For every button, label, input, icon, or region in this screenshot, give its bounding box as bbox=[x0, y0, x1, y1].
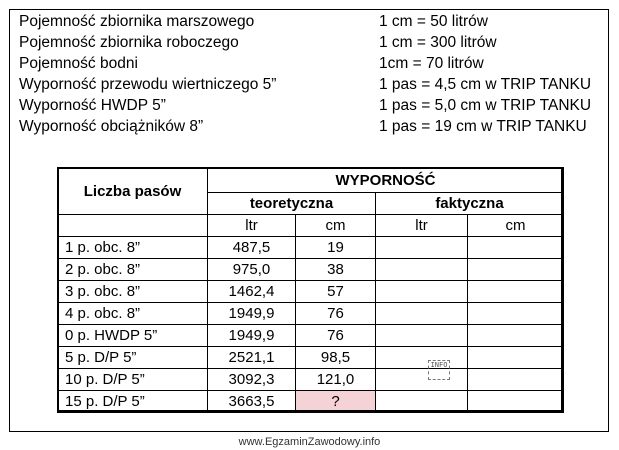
actual-cm-cell bbox=[468, 237, 564, 259]
spec-value: 1 pas = 19 cm w TRIP TANKU bbox=[379, 118, 587, 135]
actual-cm-cell bbox=[468, 347, 564, 369]
table-row bbox=[58, 259, 564, 281]
table-row bbox=[58, 369, 564, 391]
actual-cm-cell bbox=[468, 369, 564, 391]
theoretical-ltr-cell: 2521,1 bbox=[208, 347, 296, 369]
actual-ltr-cell bbox=[376, 237, 468, 259]
theoretical-cm-cell: 98,5 bbox=[296, 347, 376, 369]
theoretical-ltr-cell: 1949,9 bbox=[208, 325, 296, 347]
actual-ltr-cell bbox=[376, 281, 468, 303]
spec-row bbox=[19, 116, 609, 137]
actual-cm-cell bbox=[468, 391, 564, 413]
header-number-of-joints: Liczba pasów bbox=[58, 168, 208, 215]
spec-label: Wyporność przewodu wiertniczego 5” bbox=[19, 76, 277, 93]
spec-value: 1 pas = 5,0 cm w TRIP TANKU bbox=[379, 97, 592, 114]
actual-ltr-cell bbox=[376, 325, 468, 347]
row-label: 0 p. HWDP 5” bbox=[58, 325, 208, 347]
row-label: 10 p. D/P 5” bbox=[58, 369, 208, 391]
actual-ltr-cell bbox=[376, 347, 468, 369]
theoretical-ltr-cell: 975,0 bbox=[208, 259, 296, 281]
displacement-table bbox=[57, 167, 564, 413]
unit-header-ltr: ltr bbox=[208, 215, 296, 237]
actual-ltr-cell bbox=[376, 303, 468, 325]
header-blank-cell bbox=[58, 215, 208, 237]
header-theoretical: teoretyczna bbox=[208, 193, 376, 215]
theoretical-cm-cell: 57 bbox=[296, 281, 376, 303]
spec-row bbox=[19, 74, 609, 95]
row-label: 15 p. D/P 5” bbox=[58, 391, 208, 413]
theoretical-ltr-cell: 1462,4 bbox=[208, 281, 296, 303]
unit-header-ltr: ltr bbox=[376, 215, 468, 237]
actual-cm-cell bbox=[468, 281, 564, 303]
theoretical-ltr-cell: 3092,3 bbox=[208, 369, 296, 391]
spec-label: Pojemność bodni bbox=[19, 55, 138, 72]
table-row bbox=[58, 391, 564, 413]
capacity-spec-list bbox=[19, 11, 609, 137]
theoretical-cm-cell: 19 bbox=[296, 237, 376, 259]
stamp-text: INFO bbox=[430, 361, 448, 369]
theoretical-ltr-cell: 3663,5 bbox=[208, 391, 296, 413]
actual-ltr-cell bbox=[376, 369, 468, 391]
row-label: 4 p. obc. 8” bbox=[58, 303, 208, 325]
unknown-value-cell: ? bbox=[296, 391, 376, 413]
theoretical-ltr-cell: 1949,9 bbox=[208, 303, 296, 325]
spec-value: 1 cm = 50 litrów bbox=[379, 13, 488, 30]
spec-label: Pojemność zbiornika roboczego bbox=[19, 34, 239, 51]
actual-cm-cell bbox=[468, 303, 564, 325]
spec-value: 1cm = 70 litrów bbox=[379, 55, 484, 72]
footer-url: www.EgzaminZawodowy.info bbox=[238, 436, 381, 448]
table-row bbox=[58, 325, 564, 347]
row-label: 5 p. D/P 5” bbox=[58, 347, 208, 369]
header-displacement: WYPORNOŚĆ bbox=[208, 168, 564, 193]
table-row bbox=[58, 303, 564, 325]
spec-value: 1 pas = 4,5 cm w TRIP TANKU bbox=[379, 76, 592, 93]
row-label: 1 p. obc. 8” bbox=[58, 237, 208, 259]
spec-label: Wyporność HWDP 5” bbox=[19, 97, 166, 114]
row-label: 2 p. obc. 8” bbox=[58, 259, 208, 281]
spec-label: Wyporność obciążników 8” bbox=[19, 118, 204, 135]
table-row bbox=[58, 237, 564, 259]
actual-cm-cell bbox=[468, 325, 564, 347]
unit-header-cm: cm bbox=[296, 215, 376, 237]
theoretical-cm-cell: 38 bbox=[296, 259, 376, 281]
actual-cm-cell bbox=[468, 259, 564, 281]
theoretical-cm-cell: 76 bbox=[296, 325, 376, 347]
info-stamp-icon bbox=[428, 360, 450, 380]
spec-value: 1 cm = 300 litrów bbox=[379, 34, 497, 51]
actual-ltr-cell bbox=[376, 259, 468, 281]
unit-header-cm: cm bbox=[468, 215, 564, 237]
spec-row bbox=[19, 95, 609, 116]
row-label: 3 p. obc. 8” bbox=[58, 281, 208, 303]
theoretical-cm-cell: 76 bbox=[296, 303, 376, 325]
table-row bbox=[58, 281, 564, 303]
theoretical-cm-cell: 121,0 bbox=[296, 369, 376, 391]
spec-row bbox=[19, 11, 609, 32]
spec-label: Pojemność zbiornika marszowego bbox=[19, 13, 255, 30]
header-actual: faktyczna bbox=[376, 193, 564, 215]
actual-ltr-cell bbox=[376, 391, 468, 413]
theoretical-ltr-cell: 487,5 bbox=[208, 237, 296, 259]
spec-row bbox=[19, 53, 609, 74]
table-row bbox=[58, 347, 564, 369]
spec-row bbox=[19, 32, 609, 53]
